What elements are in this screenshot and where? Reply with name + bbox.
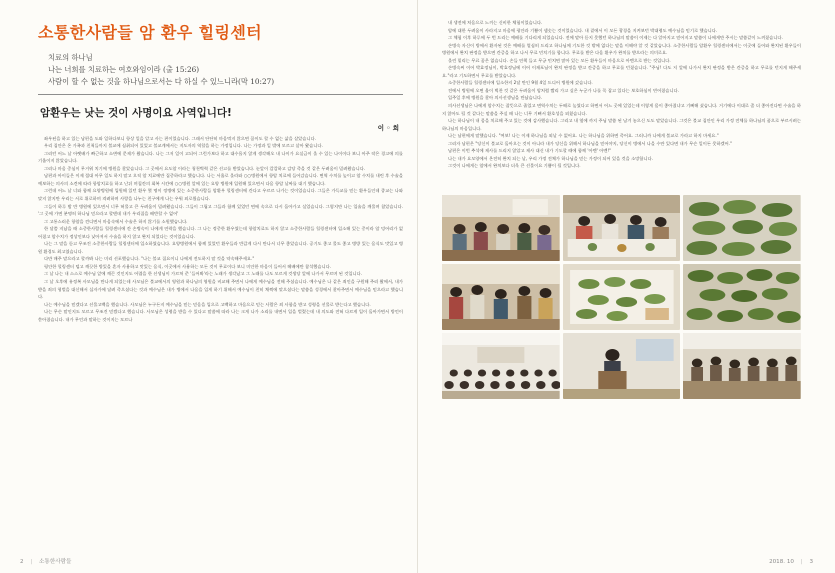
- photo-audience-seated: [683, 333, 801, 399]
- body-paragraph: 손병숙씨 이어 박효정님이, 박효정님에 이어 이재포님이 완치 판정을 받고 간증을 하고 무료를 던졌습니다. "주님! 다도 저 앞에 나가서 완치 판정을 받은 간증을 하고 무료를 던지게 해주세요."라고 기도하면서 무료를 받았습니다.: [442, 66, 801, 79]
- body-paragraph: 우리 집안은 온 가족과 친척들까지 불교에 심취되어 있었고 불교계에서는 지도자의 역할을 하는 가정입니다. 나는 가정과 일 밖에 모르고 살아 왔습니다.: [44, 144, 323, 150]
- right-page: [418, 0, 835, 573]
- body-paragraph: 남편은 이번 추석에 제사를 드리지 않았고 제사 대신 내가 기도할 때에 함께 '아멘' 아멘!": [448, 149, 612, 155]
- section-title: 소통한사람들 암 환우 힐링센터: [38, 23, 263, 42]
- footer-right: [769, 559, 813, 565]
- photo-group-dining-table: [563, 195, 681, 261]
- body-paragraph: 암에 대한 두려움이 사라지고 마음에 평안과 기쁨이 샘솟는 것이었습니다. 내 곁에서 이 모든 광경을 지켜보던 박대령도 예수님을 믿기로 했습니다.: [448, 28, 718, 34]
- body-paragraph: 손병숙 자신이 방에서 환자된 것은 예배를 열심히 드리고 하나님께 기도한 것 밖에 없다는 말을 이해야 알 것 같았습니다. 소중한사람들 암환우 힐링센터에서는 이곳에 들어와 완치된 환우들이 병원에서 완치 판정을 받으면 간증을 하고 나서 무료 민치기를 합니다. 무료를 받은 다음 환우가 완치를 받으라는 의미로요.: [442, 43, 801, 57]
- article-body-left: [38, 136, 403, 325]
- body-paragraph: 나는 내가 요모양에서 온전히 완치 되는 날, 우리 가정 전체가 하나님을 믿는 가정이 되어 있을 것을 소망합니다.: [448, 156, 653, 162]
- publication-name: 소통한사람들: [39, 559, 72, 565]
- verse-line: 나는 너희를 치료하는 여호와임이라 (출 15:26): [48, 65, 200, 75]
- body-paragraph: 소중한사람들 힐링센터에 입소한지 2달 만인 9월 4일 드디어 병원에 갔습니다.: [448, 81, 593, 87]
- body-paragraph: 좌우된을 하고 있는 남편을 도와 일하다보니 항상 일을 알고 사는 편이었습니다. 그래서 단단히 마음먹지 않으면 꿈이도 할 수 없는 삶을 살았습니다.: [44, 136, 316, 142]
- body-paragraph: 나는 무슨 말인지도 모르고 무조건 믿겠다고 했습니다. 사모님은 성령을 받을 수 있다고 말씀에 따라 나는 크게 나가 소리를 내면서 입을 벌렸는데 내 의도와 전혀 다르게 입이 돌아가면서 방언이 쏟아졌습니다. 내가 무언과 말하는 것이지는 모르나: [38, 310, 403, 323]
- body-paragraph: 올린 밑리는 무료 꿈은 없습니다. 손들 연책 들고 무궁 민치면 많아 있는 모든 환우들이 마음으로 아멘으로 받는 것입니다.: [448, 58, 671, 64]
- body-paragraph: 그러자 남편은 "당신이 불교로 돌아오는 것이 아니라 내가 당신을 위해서 하나님을 믿어야지, 당신이 병에서 나을 수만 있다면 내가 무슨 일이든 못하겠어.": [448, 141, 733, 147]
- photo-worship-hall: [442, 333, 560, 399]
- issue-date: 2018. 10: [769, 559, 794, 565]
- page-number: 3: [809, 559, 813, 565]
- body-paragraph: 그러나 마음 중심이 무거워 치기에 병원을 찾았습니다. 그 곳에서 요도암 이라는 청천벽력 같은 선고를 받았습니다. 눈앞이 캄캄하고 감당 죽을 것 같은 두려움이 밀려왔습니다.: [44, 166, 366, 172]
- divider: [38, 94, 403, 95]
- photo-green-food-close-up: [683, 195, 801, 261]
- body-paragraph: 다만 매주 말으라고 할까봐 나는 미리 선포했습니다. "나는 불교 집요이니 나에게 전도하지 말 것을 약속해주세요.": [44, 257, 255, 263]
- body-paragraph: 한 달쯤 지났을 때 소중한사람들 힐링센터에 간 손병숙이 나에게 연락을 했습니다. 그 나는 정중한 환우였는데 항암치료도 하지 않고 소중한사람들 힐링센터에 입소해 있는 중이라 암 덩어리가 없어졌고 암수치가 정상인보다 낮아져서 수술을 하지 않고 완치 되었다는 것이었습니다.: [38, 227, 403, 240]
- body-paragraph: 평안한 힐링센터 덥고 깨끗한 방있을 혼자 사용하고 맛있는 음식, 이곳에서 사용하는 모든 것이 무료이다 보니 미안한 마음이 들어서 헤배에만 참석했습니다.: [44, 264, 332, 270]
- body-paragraph: 전에서 병원에 오면 울이 벅찬 것 같은 두려움이 암처럼 빨리 가고 싶은 누군가 나를 꼭 잡고 있다는 보호하심이 빈어졌습니다.: [448, 88, 679, 94]
- body-paragraph: 그런데 어느 날 너와 함께 요양병원에 입원해 있던 환우 몇 명이 정병에 있는 소중한사람들 암환우 힐링센터에 간다고 우르르 나가는 것이었습니다. 그들은 가득교를 믿는 환우들인데 종교는 나와 맞지 않지만 우리는 서로 위로하며 격려하며 사랑을 나누는 친구에게 나는 우워 외로웠습니다.: [38, 189, 403, 202]
- body-paragraph: 입주일 후에 병원을 찾아 의사선생님을 만났습니다.: [448, 96, 543, 102]
- body-paragraph: 의사선생님은 나에게 암수치는 잡뜻으로 줄었고 면역수치는 두배로 높였다고 하면서 어느 곳에 있었는데 이렇게 몸이 좋아졌냐고 기뻐해 셨습니다. 거기에다 이대로 좀 더 좋아진다면 수술을 하지 않아도 될 것 같다는 말씀을 주실 때 나는 너무 기뻐서 환호성을 외쳤습니다.: [442, 104, 801, 117]
- verse-line: 사람이 할 수 없는 것을 하나님으로서는 다 하실 수 있느니라(막 10:27): [48, 77, 275, 87]
- body-paragraph: 그 날 나는 내 스스로 예수님 앞에 깨끈 것인지도 어렵을 한 선생님이 가르쳐 준 '들어봐'라는 노래가 생각났고 그 노래를 나도 모르게 것생당 앞에 나가서 무르며 된 것입니다.: [44, 272, 362, 278]
- footer-separator: |: [800, 559, 803, 565]
- verse-line: 치료의 하나님: [48, 53, 93, 62]
- photo-people-gathering: [442, 264, 560, 330]
- page-number: 2: [20, 559, 24, 565]
- body-paragraph: 그 고통스러운 항암을 견디면서 마음속에서 수술은 하지 않기를 소원했습니다.: [44, 219, 188, 225]
- photo-dumplings-preparation: [563, 264, 681, 330]
- body-paragraph: 내 생전에 처음으로 느끼는 신비한 체험이었습니다.: [448, 21, 543, 26]
- photo-grid: [442, 195, 801, 399]
- body-paragraph: 나는 그 말을 듣고 무조건 소중한사람들 힐링센터에 입소하였습니다. 요양병원에서 함께 있었던 환우들과 반갑게 다시 만나서 너무 좋았습니다. 공기도 좋고 물도 좋고 병방 있는 음식도 맛있고 병원 환경도 최고였습니다.: [38, 242, 403, 255]
- body-paragraph: 나는 남편에게 말했습니다. "여보! 나는 이제 하나님을 외날 수 없어요. 나는 하나님을 위하면 죽어요. 그러니까 나에게 불교로 가라고 하지 마세요.": [448, 134, 719, 140]
- article-body-right: [442, 20, 801, 171]
- body-paragraph: 그 날 오후에 유정복 사모님을 만나게 되었는데 사모님은 불교에서의 영원과 하나님의 영원을 비교해 주면서 나에게 예수님을 전해 주셨습니다. 예수님은 나 같은 죄인을 구원해 주러 왔에서, 내가 받을 죄의 형벌을 대신해서 십자가에 달려 죽으셨다는 것과 예수님은 내가 병에서 나음을 입게 하기 위해서 예수님이 친히 채찍에 맞으셨다는 말씀을 성경에서 찾아주면서 예수님을 믿으라고 했습니다.: [38, 280, 403, 301]
- body-paragraph: 그 체험 이후 하루에 두 번 드리는 예배를 기다리게 되었습니다. 전에 말아 듣지 못했던 하나님의 말씀이 이제는 다 알아지고 믿어지고 말씀이 나에게만 주시는 말씀같이 느껴졌습니다.: [448, 36, 783, 42]
- body-paragraph: 나는 예수님을 믿겠다고 선물고백을 했습니다. 사모님은 누구든지 예수님을 믿는 믿음을 입으로 고백하고 마음으로 믿는 사람은 죄 사함을 받고 성령을 선물로 받는다고 했습니다.: [44, 302, 371, 308]
- body-paragraph: 그러던 어느 날 아랫배가 빠근하고 소변에 문제가 왔습니다. 나는 그저 일이 고되어 그런가보다 하고 대수롭지 않게 생각해오 내 나이가 요실금이 올 수 있는 나이이다 보니 아주 작은 경고에 의를 기울이지 않았습니다.: [38, 151, 403, 165]
- photo-group-seated-room: [442, 195, 560, 261]
- body-paragraph: 나는 하나님이 내 몸을 치료해 주고 있는 것에 감사했습니다. 그리고 내 옆에 까지 주님 말씀 된 남겨 놓으신 도도 말았습니다. 그것은 불교 집안인 우리 가정 전체를 하나님의 품으로 부르시려는 하나님의 마음입니다.: [442, 119, 801, 132]
- body-paragraph: 그것이 나에게는 암에서 완치보다 더욱 큰 선물이요 기쁨이 될 것입니다.: [448, 164, 581, 170]
- article-title: 암환우는 낫는 것이 사명이요 사역입니다!: [40, 106, 232, 119]
- footer-left: [20, 557, 71, 565]
- author-byline: 이 ◦ 희: [377, 123, 399, 132]
- left-page: [0, 0, 417, 573]
- body-paragraph: 남편과 아이들은 이제 절대 아무 일도 하지 말고 오직 암 치료에만 집중하라고 했습니다. 나는 서울로 올라와 ○○병원에서 항암 치료에 들어갔습니다. 면역 수치를 높이고 암 수치를 내린 후 수술을 예보하는 의사의 소견에 따라 항암치료를 하고 난뒤 며칠간의 회복 시간에 ○○병원 앞에 있는 요양 병원에 입원해 있으면서 다음 항암 날짜를 대기 했습니다.: [38, 174, 403, 187]
- photo-speaker-podium: [563, 333, 681, 399]
- photo-leaves-on-tray: [683, 264, 801, 330]
- scripture-block: [38, 52, 403, 89]
- footer-separator: |: [30, 559, 33, 565]
- body-paragraph: 그들이 하루 밤 반 병원에 있으면서 너무 허물고 큰 두려움이 밀려왔습니다. 그들이 그립고 그들과 함께 있었던 면에 속으로 다시 돌아가고 싶었습니다. 그렇지만 나는 입술을 깨물며 참았습니다. '그 곳에 가면 분명히 하나님 믿으라고 할텐데 내가 우리집을 배반할 수 없어': [38, 204, 403, 218]
